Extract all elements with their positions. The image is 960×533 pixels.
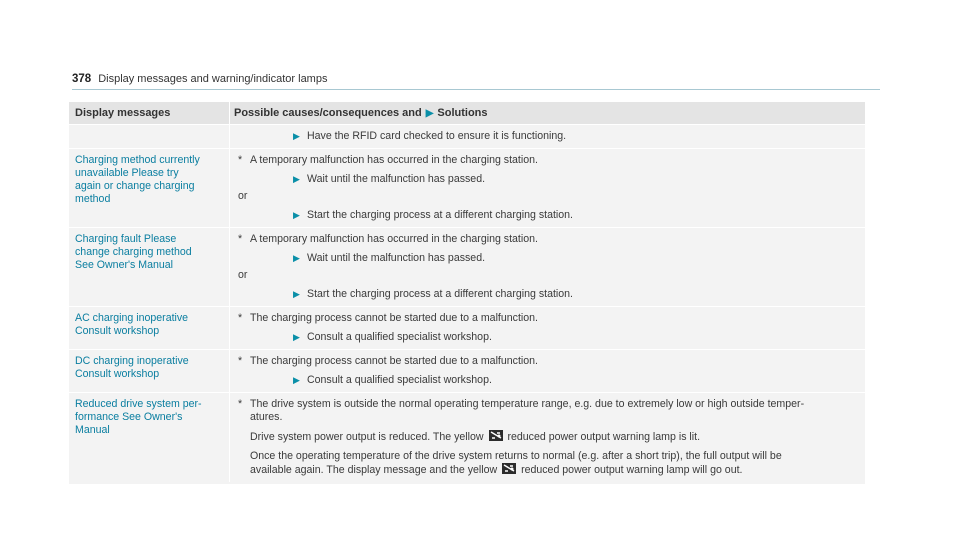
bullet-star: * — [238, 398, 243, 410]
display-messages-table — [69, 102, 865, 484]
cause — [238, 312, 859, 325]
step-arrow-icon: ▶ — [293, 210, 300, 220]
or-separator: or — [238, 269, 248, 281]
solution-cell — [229, 350, 865, 392]
reduced-power-warning-lamp-icon — [489, 430, 503, 441]
or-separator: or — [238, 190, 248, 202]
table-row — [69, 227, 865, 306]
solution-step — [293, 252, 859, 265]
solution-cell — [229, 228, 865, 306]
table-row — [69, 349, 865, 392]
header-divider — [72, 89, 880, 90]
bullet-star: * — [238, 312, 243, 324]
column-header-causes-label: Possible causes/consequences and — [234, 106, 422, 119]
display-message: Reduced drive system per- formance See Owner's Manual — [75, 398, 202, 436]
solution-step — [293, 374, 859, 387]
solution-step — [293, 209, 859, 222]
table-header — [69, 102, 865, 124]
info-paragraph — [250, 430, 859, 444]
cause-text: The charging process cannot be started due to a malfunction. — [250, 312, 538, 324]
step-arrow-icon: ▶ — [293, 131, 300, 141]
solution-step — [293, 130, 859, 143]
page-number: 378 — [72, 73, 92, 85]
table-row — [69, 124, 865, 148]
bullet-star: * — [238, 355, 243, 367]
column-header-display-messages: Display messages — [75, 106, 171, 119]
solution-step-text: Consult a qualified specialist workshop. — [307, 374, 492, 386]
table-row — [69, 148, 865, 227]
info-text: reduced power output warning lamp is lit. — [507, 431, 701, 443]
display-message: AC charging inoperative Consult workshop — [75, 312, 189, 337]
solution-step-text: Consult a qualified specialist workshop. — [307, 331, 492, 343]
page-title: Display messages and warning/indicator lamps — [98, 73, 328, 85]
cause-text: The charging process cannot be started due to a malfunction. — [250, 355, 538, 367]
column-header-solutions-label: Solutions — [437, 106, 488, 119]
step-arrow-icon: ▶ — [293, 375, 300, 385]
info-paragraph — [250, 450, 859, 477]
display-message: DC charging inoperative Consult workshop — [75, 355, 189, 380]
column-header-causes-solutions — [229, 102, 865, 124]
solution-step — [293, 288, 859, 301]
bullet-star: * — [238, 233, 243, 245]
solution-step — [293, 173, 859, 186]
table-row — [69, 306, 865, 349]
step-arrow-icon: ▶ — [293, 289, 300, 299]
reduced-power-warning-lamp-icon — [502, 463, 516, 474]
solution-step-text: Start the charging process at a different charging station. — [307, 288, 573, 300]
display-message: Charging fault Please change charging method See Owner's Manual — [75, 233, 192, 271]
solution-step-text: Wait until the malfunction has passed. — [307, 173, 486, 185]
solution-step-text: Start the charging process at a different charging station. — [307, 209, 573, 221]
info-text: Drive system power output is reduced. The yellow — [250, 431, 484, 443]
table-row — [69, 392, 865, 484]
info-text: Once the operating temperature of the drive system returns to normal (e.g. after a short trip), the full output will be available again. The display message and the yellow — [250, 450, 782, 476]
solution-cell — [229, 393, 865, 482]
solution-step-text: Wait until the malfunction has passed. — [307, 252, 486, 264]
cause-text: A temporary malfunction has occurred in the charging station. — [250, 233, 538, 245]
step-arrow-icon: ▶ — [293, 253, 300, 263]
bullet-star: * — [238, 154, 243, 166]
step-arrow-icon: ▶ — [293, 332, 300, 342]
info-text: reduced power output warning lamp will go out. — [521, 464, 743, 476]
solution-cell — [229, 307, 865, 349]
solution-arrow-icon: ▶ — [425, 107, 434, 119]
step-arrow-icon: ▶ — [293, 174, 300, 184]
solution-step-text: Have the RFID card checked to ensure it is functioning. — [307, 130, 567, 142]
solution-cell — [229, 149, 865, 227]
cause-text: A temporary malfunction has occurred in the charging station. — [250, 154, 538, 166]
page-header — [72, 73, 327, 89]
solution-cell — [229, 125, 865, 148]
cause — [238, 154, 859, 167]
cause — [238, 355, 859, 368]
cause — [238, 233, 859, 246]
display-message: Charging method currently unavailable Please try again or change charging method — [75, 154, 200, 205]
cause — [238, 398, 859, 424]
cause-text: The drive system is outside the normal operating temperature range, e.g. due to extremely low or high outside temper- atures. — [250, 398, 805, 423]
solution-step — [293, 331, 859, 344]
display-message — [69, 125, 229, 148]
